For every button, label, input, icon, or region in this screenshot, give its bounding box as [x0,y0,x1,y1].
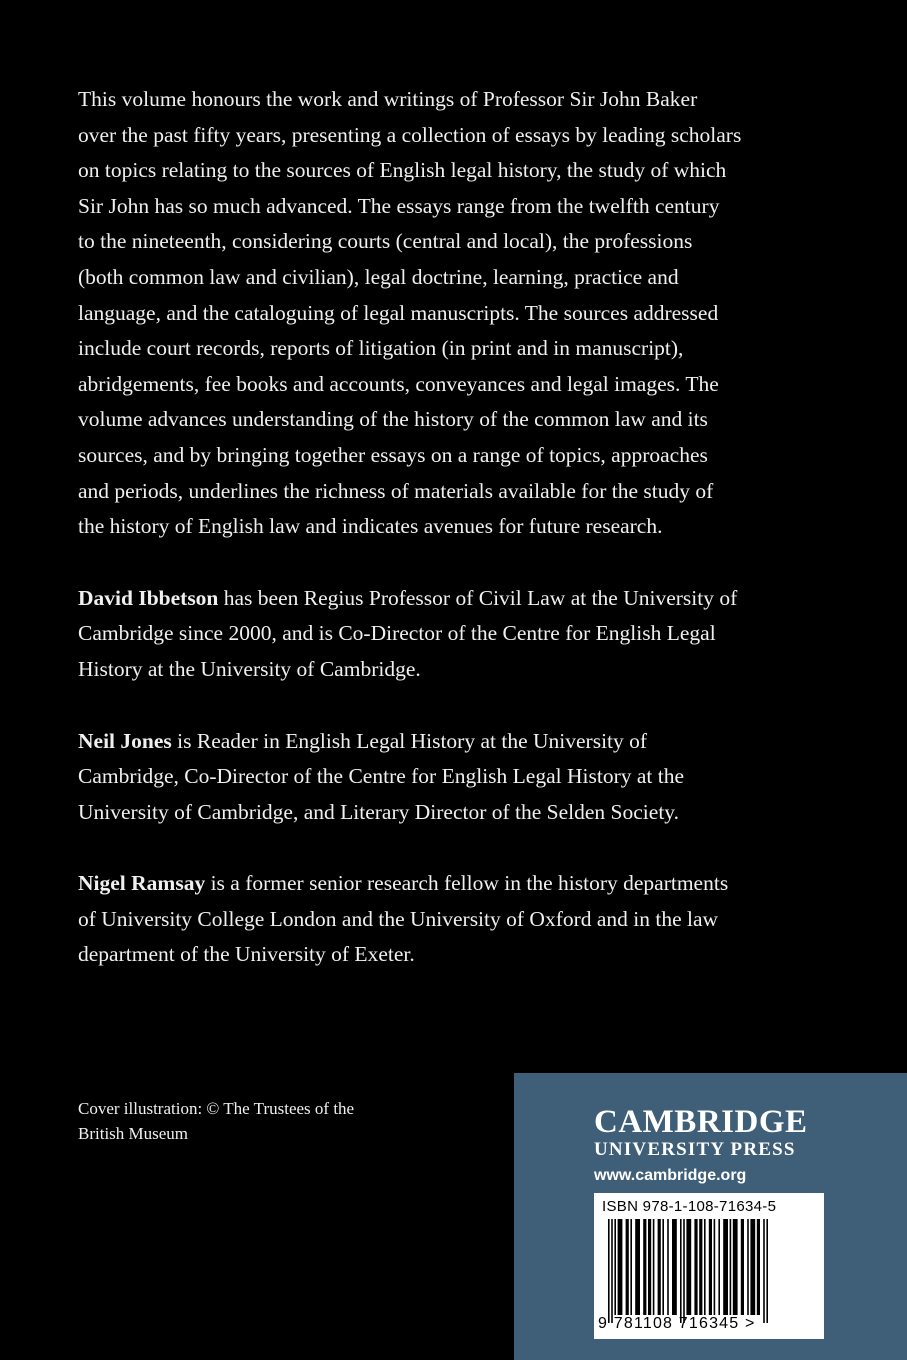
bio-text: is a former senior research fellow in the history departments [205,871,729,896]
publisher-subtitle: UNIVERSITY PRESS [594,1139,796,1160]
bio-line: Cambridge, Co-Director of the Centre for English Legal History at the [78,764,685,789]
barcode-bar [643,1219,646,1315]
description-line: sources, and by bringing together essays on a range of topics, approaches [78,442,708,467]
description-line: the history of English law and indicates avenues for future research. [78,514,663,539]
cover-credit [78,1096,408,1146]
publisher-panel [514,1073,907,1360]
bio-name: Nigel Ramsay [78,871,206,896]
barcode-bar [730,1219,732,1315]
barcode-bar [763,1219,765,1323]
barcode-bar [714,1219,716,1315]
description-line: abridgements, fee books and accounts, conveyances and legal images. The [78,371,719,396]
description-line: Sir John has so much advanced. The essays range from the twelfth century [78,193,720,218]
barcode-digits: 9 781108 716345 > [598,1315,756,1332]
barcode-bar [683,1219,685,1323]
barcode-bar [686,1219,691,1315]
barcode-bar [723,1219,728,1315]
barcode-bar [658,1219,661,1315]
barcode-bar [648,1219,651,1315]
barcode-bar [635,1219,640,1315]
bio-nigel-ramsay [78,866,830,973]
isbn-label: ISBN 978-1-108-71634-5 [602,1198,777,1215]
description-line: (both common law and civilian), legal doctrine, learning, practice and [78,264,679,289]
description-line: to the nineteenth, considering courts (central and local), the professions [78,229,693,254]
bio-line: of University College London and the University of Oxford and in the law [78,906,719,931]
bio-text: is Reader in English Legal History at the University of [171,728,648,753]
barcode-bar [630,1219,632,1315]
description-line: and periods, underlines the richness of materials available for the study of [78,478,714,503]
publisher-url: www.cambridge.org [594,1167,747,1184]
barcode-bar [757,1219,760,1315]
barcode-bar [704,1219,706,1315]
barcode-bar [667,1219,669,1315]
barcode-bar [680,1219,682,1323]
cover-credit-line: Cover illustration: © The Trustees of the [78,1099,355,1118]
bio-line: University of Cambridge, and Literary Director of the Selden Society. [78,799,680,824]
barcode-bar [672,1219,677,1315]
barcode-bar [694,1219,697,1315]
barcode-bar [766,1219,768,1323]
description-block [78,82,830,973]
barcode-bar [709,1219,712,1315]
description-line: language, and the cataloguing of legal manuscripts. The sources addressed [78,300,719,325]
barcode-bar [618,1219,623,1315]
bio-text: has been Regius Professor of Civil Law at the University of [218,585,738,610]
cover-credit-line: British Museum [78,1124,189,1143]
bio-name: David Ibbetson [78,585,219,610]
barcode-bar [614,1219,616,1315]
bio-name: Neil Jones [78,728,172,753]
bio-neil-jones [78,724,830,831]
description-line: on topics relating to the sources of English legal history, the study of which [78,158,727,183]
barcode-bar [611,1219,613,1323]
barcode-bar [733,1219,738,1315]
description-line: over the past fifty years, presenting a collection of essays by leading scholars [78,122,742,147]
bio-david-ibbetson [78,581,830,688]
publisher-logo-name: CAMBRIDGE [594,1104,808,1140]
bio-line: department of the University of Exeter. [78,942,415,967]
description-line: volume advances understanding of the history of the common law and its [78,407,708,432]
barcode-bar [653,1219,655,1315]
bio-line: Cambridge since 2000, and is Co-Director of the Centre for English Legal [78,621,716,646]
description-line: include court records, reports of litigation (in print and in manuscript), [78,336,684,361]
barcode-bar [747,1219,749,1315]
barcode-bar [626,1219,629,1315]
description-line: This volume honours the work and writings of Professor Sir John Baker [78,87,698,111]
isbn-barcode [594,1193,824,1339]
barcode-bar [608,1219,610,1323]
barcode-bar [741,1219,744,1315]
barcode-bar [662,1219,664,1315]
barcode-bar [699,1219,702,1315]
barcode-bar [718,1219,720,1315]
bio-line: History at the University of Cambridge. [78,656,421,681]
barcode-bar [750,1219,755,1315]
